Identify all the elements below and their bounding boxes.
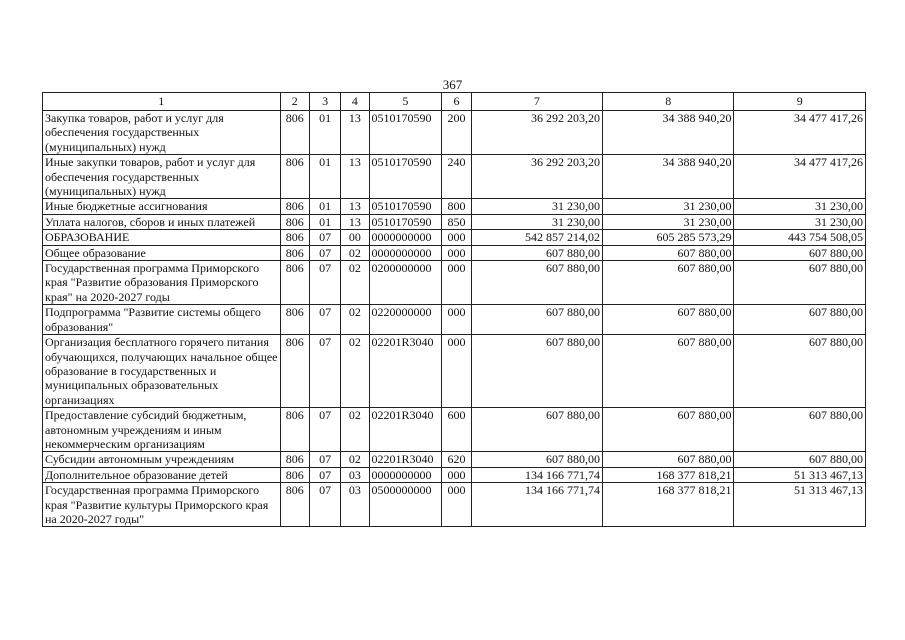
cell-subsection: 13 — [341, 214, 369, 229]
cell-amount-7: 607 880,00 — [471, 305, 602, 335]
header-cell: 3 — [309, 93, 340, 111]
cell-amount-7: 134 166 771,74 — [471, 483, 602, 527]
cell-amount-7: 31 230,00 — [471, 214, 602, 229]
budget-table — [42, 92, 866, 527]
cell-section: 01 — [309, 199, 340, 214]
cell-section: 01 — [309, 111, 340, 155]
row-name: Общее образование — [43, 245, 281, 260]
row-name: Подпрограмма "Развитие системы общего образования" — [43, 305, 281, 335]
cell-ministry: 806 — [280, 261, 309, 305]
cell-amount-8: 168 377 818,21 — [603, 467, 734, 482]
cell-amount-9: 607 880,00 — [734, 335, 866, 408]
cell-subsection: 02 — [341, 261, 369, 305]
row-name: Организация бесплатного горячего питания обучающихся, получающих начальное общее образование в государственных и муниципальных образовательных организациях — [43, 335, 281, 408]
cell-subsection: 03 — [341, 467, 369, 482]
cell-ministry: 806 — [280, 214, 309, 229]
cell-subsection: 13 — [341, 111, 369, 155]
cell-amount-9: 31 230,00 — [734, 199, 866, 214]
cell-ministry: 806 — [280, 408, 309, 452]
cell-section: 07 — [309, 245, 340, 260]
cell-section: 07 — [309, 261, 340, 305]
row-name: Уплата налогов, сборов и иных платежей — [43, 214, 281, 229]
cell-target-article: 0000000000 — [369, 245, 442, 260]
cell-amount-9: 607 880,00 — [734, 305, 866, 335]
cell-amount-7: 607 880,00 — [471, 261, 602, 305]
cell-section: 07 — [309, 305, 340, 335]
cell-amount-8: 34 388 940,20 — [603, 111, 734, 155]
table-row — [43, 305, 866, 335]
cell-ministry: 806 — [280, 111, 309, 155]
cell-ministry: 806 — [280, 199, 309, 214]
cell-amount-8: 607 880,00 — [603, 408, 734, 452]
header-cell: 1 — [43, 93, 281, 111]
cell-amount-8: 607 880,00 — [603, 452, 734, 467]
cell-amount-9: 51 313 467,13 — [734, 467, 866, 482]
cell-expense-type: 000 — [442, 245, 471, 260]
table-row — [43, 261, 866, 305]
cell-ministry: 806 — [280, 245, 309, 260]
row-name: Иные закупки товаров, работ и услуг для обеспечения государственных (муниципальных) нужд — [43, 155, 281, 199]
table-row — [43, 408, 866, 452]
cell-amount-7: 31 230,00 — [471, 199, 602, 214]
header-cell: 2 — [280, 93, 309, 111]
cell-amount-7: 607 880,00 — [471, 452, 602, 467]
table-row — [43, 452, 866, 467]
cell-ministry: 806 — [280, 483, 309, 527]
cell-section: 07 — [309, 408, 340, 452]
cell-amount-9: 607 880,00 — [734, 245, 866, 260]
cell-expense-type: 620 — [442, 452, 471, 467]
cell-amount-7: 607 880,00 — [471, 408, 602, 452]
table-row — [43, 245, 866, 260]
cell-expense-type: 000 — [442, 483, 471, 527]
row-name: Государственная программа Приморского края "Развитие культуры Приморского края на 2020-2027 годы" — [43, 483, 281, 527]
cell-amount-9: 51 313 467,13 — [734, 483, 866, 527]
cell-section: 07 — [309, 467, 340, 482]
cell-subsection: 13 — [341, 155, 369, 199]
cell-amount-8: 607 880,00 — [603, 261, 734, 305]
cell-amount-7: 542 857 214,02 — [471, 230, 602, 245]
table-row — [43, 214, 866, 229]
header-cell: 6 — [442, 93, 471, 111]
cell-expense-type: 850 — [442, 214, 471, 229]
table-row — [43, 335, 866, 408]
header-cell: 5 — [369, 93, 442, 111]
cell-section: 01 — [309, 214, 340, 229]
cell-target-article: 0200000000 — [369, 261, 442, 305]
cell-amount-7: 607 880,00 — [471, 335, 602, 408]
cell-expense-type: 000 — [442, 335, 471, 408]
cell-subsection: 02 — [341, 245, 369, 260]
cell-target-article: 02201R3040 — [369, 335, 442, 408]
cell-amount-8: 605 285 573,29 — [603, 230, 734, 245]
cell-ministry: 806 — [280, 467, 309, 482]
cell-section: 07 — [309, 230, 340, 245]
header-cell: 7 — [471, 93, 602, 111]
cell-expense-type: 600 — [442, 408, 471, 452]
cell-subsection: 02 — [341, 408, 369, 452]
cell-target-article: 0500000000 — [369, 483, 442, 527]
table-row — [43, 111, 866, 155]
page-number: 367 — [442, 77, 463, 92]
cell-expense-type: 240 — [442, 155, 471, 199]
cell-expense-type: 000 — [442, 305, 471, 335]
cell-section: 01 — [309, 155, 340, 199]
cell-amount-8: 607 880,00 — [603, 305, 734, 335]
cell-amount-9: 31 230,00 — [734, 214, 866, 229]
cell-target-article: 02201R3040 — [369, 408, 442, 452]
cell-expense-type: 000 — [442, 467, 471, 482]
cell-amount-8: 607 880,00 — [603, 245, 734, 260]
cell-expense-type: 200 — [442, 111, 471, 155]
cell-subsection: 02 — [341, 335, 369, 408]
cell-target-article: 0510170590 — [369, 111, 442, 155]
cell-subsection: 02 — [341, 305, 369, 335]
cell-amount-7: 134 166 771,74 — [471, 467, 602, 482]
cell-amount-9: 607 880,00 — [734, 408, 866, 452]
cell-subsection: 03 — [341, 483, 369, 527]
row-name: Субсидии автономным учреждениям — [43, 452, 281, 467]
header-cell: 4 — [341, 93, 369, 111]
table-row — [43, 155, 866, 199]
row-name: Государственная программа Приморского края "Развитие образования Приморского края" на 2020-2027 годы — [43, 261, 281, 305]
cell-section: 07 — [309, 452, 340, 467]
cell-subsection: 02 — [341, 452, 369, 467]
cell-ministry: 806 — [280, 230, 309, 245]
cell-amount-7: 36 292 203,20 — [471, 155, 602, 199]
cell-amount-8: 168 377 818,21 — [603, 483, 734, 527]
cell-amount-9: 34 477 417,26 — [734, 111, 866, 155]
table-row — [43, 230, 866, 245]
table-row — [43, 467, 866, 482]
cell-target-article: 02201R3040 — [369, 452, 442, 467]
cell-target-article: 0510170590 — [369, 199, 442, 214]
row-name: Иные бюджетные ассигнования — [43, 199, 281, 214]
header-cell: 8 — [603, 93, 734, 111]
header-row — [43, 93, 866, 111]
header-cell: 9 — [734, 93, 866, 111]
cell-target-article: 0220000000 — [369, 305, 442, 335]
cell-ministry: 806 — [280, 305, 309, 335]
cell-subsection: 00 — [341, 230, 369, 245]
row-name: Предоставление субсидий бюджетным, автономным учреждениям и иным некоммерческим организациям — [43, 408, 281, 452]
row-name: Закупка товаров, работ и услуг для обеспечения государственных (муниципальных) нужд — [43, 111, 281, 155]
cell-amount-8: 34 388 940,20 — [603, 155, 734, 199]
cell-amount-9: 607 880,00 — [734, 452, 866, 467]
row-name: ОБРАЗОВАНИЕ — [43, 230, 281, 245]
cell-ministry: 806 — [280, 452, 309, 467]
cell-amount-7: 607 880,00 — [471, 245, 602, 260]
cell-expense-type: 800 — [442, 199, 471, 214]
cell-subsection: 13 — [341, 199, 369, 214]
cell-amount-9: 443 754 508,05 — [734, 230, 866, 245]
cell-expense-type: 000 — [442, 230, 471, 245]
cell-amount-8: 607 880,00 — [603, 335, 734, 408]
cell-section: 07 — [309, 483, 340, 527]
row-name: Дополнительное образование детей — [43, 467, 281, 482]
cell-target-article: 0510170590 — [369, 155, 442, 199]
cell-amount-8: 31 230,00 — [603, 199, 734, 214]
cell-expense-type: 000 — [442, 261, 471, 305]
cell-target-article: 0000000000 — [369, 467, 442, 482]
cell-target-article: 0000000000 — [369, 230, 442, 245]
cell-section: 07 — [309, 335, 340, 408]
cell-ministry: 806 — [280, 335, 309, 408]
cell-amount-7: 36 292 203,20 — [471, 111, 602, 155]
cell-amount-8: 31 230,00 — [603, 214, 734, 229]
table-row — [43, 199, 866, 214]
cell-amount-9: 607 880,00 — [734, 261, 866, 305]
cell-amount-9: 34 477 417,26 — [734, 155, 866, 199]
cell-target-article: 0510170590 — [369, 214, 442, 229]
table-row — [43, 483, 866, 527]
cell-ministry: 806 — [280, 155, 309, 199]
